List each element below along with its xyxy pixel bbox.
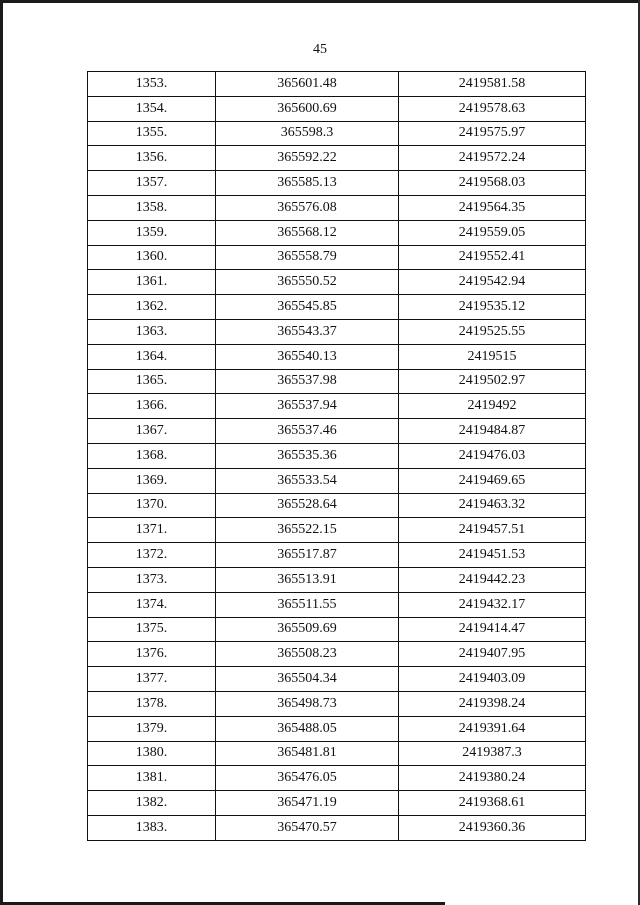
- x-coordinate-cell: 365504.34: [216, 667, 399, 692]
- point-number-cell: 1376.: [88, 642, 216, 667]
- x-coordinate-cell: 365537.94: [216, 394, 399, 419]
- y-coordinate-cell: 2419403.09: [399, 667, 586, 692]
- table-row: [88, 642, 586, 667]
- x-coordinate-cell: 365537.98: [216, 369, 399, 394]
- x-coordinate-cell: 365537.46: [216, 419, 399, 444]
- x-coordinate-cell: 365470.57: [216, 815, 399, 840]
- y-coordinate-cell: 2419457.51: [399, 518, 586, 543]
- y-coordinate-cell: 2419578.63: [399, 96, 586, 121]
- point-number-cell: 1374.: [88, 592, 216, 617]
- y-coordinate-cell: 2419568.03: [399, 171, 586, 196]
- point-number-cell: 1354.: [88, 96, 216, 121]
- table-row: [88, 815, 586, 840]
- point-number-cell: 1364.: [88, 344, 216, 369]
- scan-border-left: [0, 0, 3, 905]
- x-coordinate-cell: 365481.81: [216, 741, 399, 766]
- x-coordinate-cell: 365498.73: [216, 691, 399, 716]
- y-coordinate-cell: 2419542.94: [399, 270, 586, 295]
- y-coordinate-cell: 2419432.17: [399, 592, 586, 617]
- point-number-cell: 1363.: [88, 319, 216, 344]
- y-coordinate-cell: 2419559.05: [399, 220, 586, 245]
- point-number-cell: 1359.: [88, 220, 216, 245]
- x-coordinate-cell: 365528.64: [216, 493, 399, 518]
- x-coordinate-cell: 365509.69: [216, 617, 399, 642]
- y-coordinate-cell: 2419387.3: [399, 741, 586, 766]
- point-number-cell: 1382.: [88, 791, 216, 816]
- y-coordinate-cell: 2419463.32: [399, 493, 586, 518]
- point-number-cell: 1357.: [88, 171, 216, 196]
- point-number-cell: 1362.: [88, 295, 216, 320]
- x-coordinate-cell: 365488.05: [216, 716, 399, 741]
- point-number-cell: 1375.: [88, 617, 216, 642]
- x-coordinate-cell: 365585.13: [216, 171, 399, 196]
- table-row: [88, 419, 586, 444]
- point-number-cell: 1370.: [88, 493, 216, 518]
- scan-border-top: [0, 0, 640, 3]
- y-coordinate-cell: 2419575.97: [399, 121, 586, 146]
- point-number-cell: 1377.: [88, 667, 216, 692]
- point-number-cell: 1358.: [88, 195, 216, 220]
- y-coordinate-cell: 2419535.12: [399, 295, 586, 320]
- x-coordinate-cell: 365545.85: [216, 295, 399, 320]
- table-row: [88, 518, 586, 543]
- x-coordinate-cell: 365513.91: [216, 567, 399, 592]
- table-row: [88, 468, 586, 493]
- y-coordinate-cell: 2419368.61: [399, 791, 586, 816]
- x-coordinate-cell: 365508.23: [216, 642, 399, 667]
- y-coordinate-cell: 2419484.87: [399, 419, 586, 444]
- y-coordinate-cell: 2419360.36: [399, 815, 586, 840]
- table-row: [88, 121, 586, 146]
- x-coordinate-cell: 365522.15: [216, 518, 399, 543]
- table-row: [88, 96, 586, 121]
- table-row: [88, 171, 586, 196]
- point-number-cell: 1383.: [88, 815, 216, 840]
- y-coordinate-cell: 2419502.97: [399, 369, 586, 394]
- y-coordinate-cell: 2419380.24: [399, 766, 586, 791]
- x-coordinate-cell: 365576.08: [216, 195, 399, 220]
- point-number-cell: 1381.: [88, 766, 216, 791]
- point-number-cell: 1353.: [88, 72, 216, 97]
- table-row: [88, 443, 586, 468]
- y-coordinate-cell: 2419451.53: [399, 543, 586, 568]
- point-number-cell: 1367.: [88, 419, 216, 444]
- table-row: [88, 791, 586, 816]
- point-number-cell: 1373.: [88, 567, 216, 592]
- x-coordinate-cell: 365550.52: [216, 270, 399, 295]
- table-row: [88, 617, 586, 642]
- coordinates-table: [87, 71, 586, 841]
- point-number-cell: 1371.: [88, 518, 216, 543]
- x-coordinate-cell: 365543.37: [216, 319, 399, 344]
- point-number-cell: 1356.: [88, 146, 216, 171]
- point-number-cell: 1366.: [88, 394, 216, 419]
- x-coordinate-cell: 365568.12: [216, 220, 399, 245]
- y-coordinate-cell: 2419515: [399, 344, 586, 369]
- table-row: [88, 270, 586, 295]
- x-coordinate-cell: 365535.36: [216, 443, 399, 468]
- y-coordinate-cell: 2419414.47: [399, 617, 586, 642]
- point-number-cell: 1361.: [88, 270, 216, 295]
- y-coordinate-cell: 2419407.95: [399, 642, 586, 667]
- table-row: [88, 344, 586, 369]
- x-coordinate-cell: 365601.48: [216, 72, 399, 97]
- table-row: [88, 493, 586, 518]
- y-coordinate-cell: 2419391.64: [399, 716, 586, 741]
- point-number-cell: 1372.: [88, 543, 216, 568]
- point-number-cell: 1360.: [88, 245, 216, 270]
- y-coordinate-cell: 2419552.41: [399, 245, 586, 270]
- table-row: [88, 394, 586, 419]
- y-coordinate-cell: 2419469.65: [399, 468, 586, 493]
- point-number-cell: 1380.: [88, 741, 216, 766]
- table-row: [88, 543, 586, 568]
- point-number-cell: 1369.: [88, 468, 216, 493]
- table-row: [88, 369, 586, 394]
- table-row: [88, 146, 586, 171]
- table-row: [88, 766, 586, 791]
- x-coordinate-cell: 365476.05: [216, 766, 399, 791]
- table-row: [88, 716, 586, 741]
- table-row: [88, 245, 586, 270]
- point-number-cell: 1379.: [88, 716, 216, 741]
- table-row: [88, 72, 586, 97]
- point-number-cell: 1368.: [88, 443, 216, 468]
- x-coordinate-cell: 365600.69: [216, 96, 399, 121]
- table-row: [88, 220, 586, 245]
- x-coordinate-cell: 365598.3: [216, 121, 399, 146]
- table-row: [88, 195, 586, 220]
- x-coordinate-cell: 365471.19: [216, 791, 399, 816]
- y-coordinate-cell: 2419572.24: [399, 146, 586, 171]
- table-row: [88, 567, 586, 592]
- table-row: [88, 741, 586, 766]
- point-number-cell: 1365.: [88, 369, 216, 394]
- y-coordinate-cell: 2419525.55: [399, 319, 586, 344]
- page-number: 45: [313, 42, 327, 57]
- table-row: [88, 319, 586, 344]
- x-coordinate-cell: 365533.54: [216, 468, 399, 493]
- x-coordinate-cell: 365592.22: [216, 146, 399, 171]
- table-row: [88, 691, 586, 716]
- x-coordinate-cell: 365517.87: [216, 543, 399, 568]
- point-number-cell: 1378.: [88, 691, 216, 716]
- x-coordinate-cell: 365511.55: [216, 592, 399, 617]
- table-row: [88, 667, 586, 692]
- y-coordinate-cell: 2419476.03: [399, 443, 586, 468]
- table-row: [88, 295, 586, 320]
- y-coordinate-cell: 2419581.58: [399, 72, 586, 97]
- y-coordinate-cell: 2419398.24: [399, 691, 586, 716]
- y-coordinate-cell: 2419564.35: [399, 195, 586, 220]
- x-coordinate-cell: 365540.13: [216, 344, 399, 369]
- x-coordinate-cell: 365558.79: [216, 245, 399, 270]
- y-coordinate-cell: 2419492: [399, 394, 586, 419]
- point-number-cell: 1355.: [88, 121, 216, 146]
- coordinates-table-body: [88, 72, 586, 841]
- y-coordinate-cell: 2419442.23: [399, 567, 586, 592]
- table-row: [88, 592, 586, 617]
